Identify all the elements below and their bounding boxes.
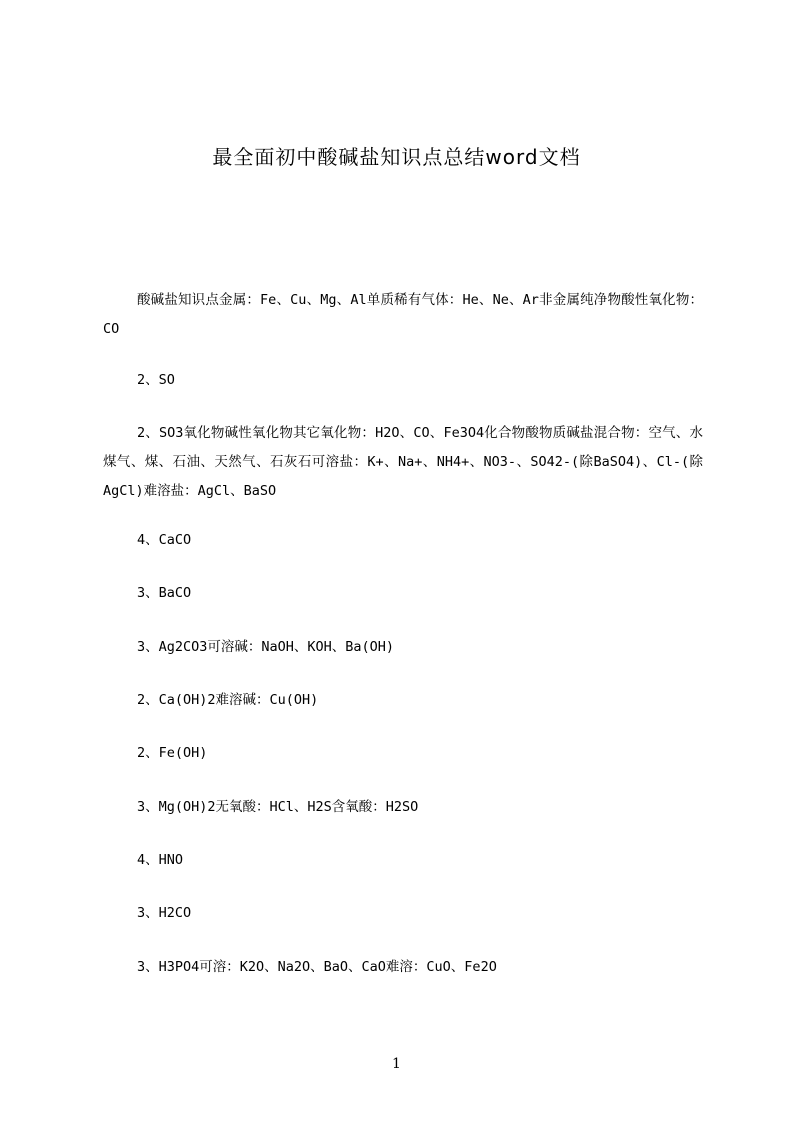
paragraph-11: 3、H2CO — [137, 905, 192, 921]
paragraph-8: 2、Fe(OH) — [137, 745, 208, 761]
paragraph-3: 2、SO3氧化物碱性氧化物其它氧化物：H2O、CO、Fe3O4化合物酸物质碱盐混合物：空气、水煤气、煤、石油、天然气、石灰石可溶盐：K+、Na+、NH4+、NO3-、SO42-(除BaSO4)、Cl-(除AgCl)难溶盐：AgCl、BaSO — [103, 425, 703, 499]
paragraph-10: 4、HNO — [137, 852, 184, 868]
paragraph-9: 3、Mg(OH)2无氧酸：HCl、H2S含氧酸：H2SO — [137, 799, 419, 815]
paragraph-4: 4、CaCO — [137, 532, 192, 548]
page-number: 1 — [392, 1056, 401, 1072]
paragraph-2: 2、SO — [137, 372, 175, 388]
document-title: 最全面初中酸碱盐知识点总结word文档 — [212, 145, 581, 169]
paragraph-7: 2、Ca(OH)2难溶碱：Cu(OH) — [137, 692, 319, 708]
paragraph-6: 3、Ag2CO3可溶碱：NaOH、KOH、Ba(OH) — [137, 639, 395, 655]
paragraph-5: 3、BaCO — [137, 585, 192, 601]
paragraph-1: 酸碱盐知识点金属：Fe、Cu、Mg、Al单质稀有气体：He、Ne、Ar非金属纯净物酸性氧化物：CO — [103, 292, 703, 337]
paragraph-12: 3、H3PO4可溶：K2O、Na2O、BaO、CaO难溶：CuO、Fe2O — [137, 959, 497, 975]
